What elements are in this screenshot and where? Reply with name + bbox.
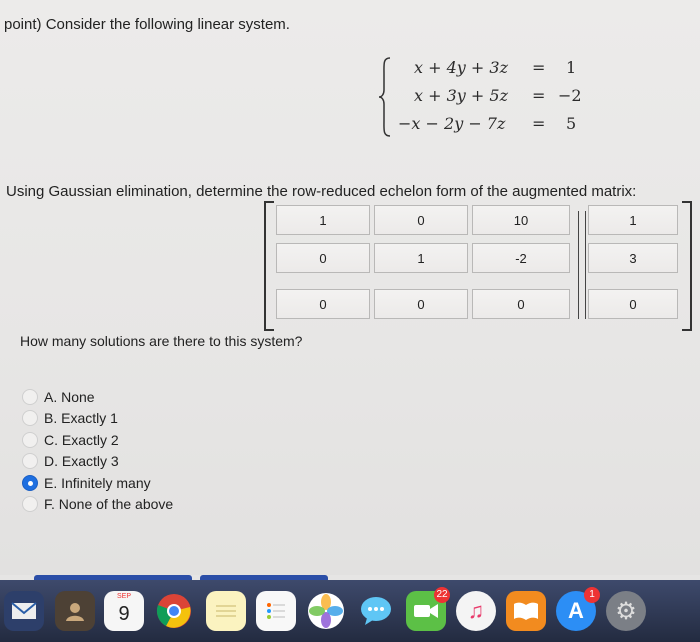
radio-button[interactable] [22, 453, 38, 469]
problem-header: point) Consider the following linear system. [4, 16, 290, 33]
radio-button[interactable] [22, 389, 38, 405]
option-e[interactable] [22, 473, 242, 494]
equation-rhs: −2 [558, 86, 582, 105]
system-preferences-icon[interactable] [606, 591, 646, 631]
calendar-icon[interactable] [104, 591, 144, 631]
appstore-a-icon: A [568, 598, 584, 623]
itunes-icon[interactable] [456, 591, 496, 631]
calendar-month: SEP [116, 593, 131, 600]
option-label: E. Infinitely many [44, 475, 151, 491]
matrix-cell-r3c1[interactable]: 0 [276, 289, 370, 319]
linear-system [378, 56, 608, 140]
matrix-cell-r1c1[interactable]: 1 [276, 205, 370, 235]
left-brace [378, 56, 392, 138]
radio-button[interactable] [22, 432, 38, 448]
matrix-cell-r1c3[interactable]: 10 [472, 205, 570, 235]
option-label: D. Exactly 3 [44, 453, 119, 469]
option-label: A. None [44, 389, 95, 405]
chrome-icon[interactable] [154, 591, 194, 631]
equation-rhs: 1 [566, 58, 577, 77]
radio-button[interactable] [22, 410, 38, 426]
instruction-text: Using Gaussian elimination, determine the row-reduced echelon form of the augmented matrix: [6, 183, 637, 200]
equation-equals: = [532, 86, 546, 105]
notification-badge: 22 [434, 587, 450, 603]
augmented-matrix [264, 201, 694, 329]
option-f[interactable] [22, 494, 242, 515]
augment-separator [578, 211, 586, 319]
matrix-cell-r2c4[interactable]: 3 [588, 243, 678, 273]
matrix-cell-r1c2[interactable]: 0 [374, 205, 468, 235]
calendar-day: 9 [118, 603, 130, 625]
notes-icon[interactable] [206, 591, 246, 631]
option-label: C. Exactly 2 [44, 432, 119, 448]
option-d[interactable] [22, 451, 242, 472]
matrix-cell-r3c3[interactable]: 0 [472, 289, 570, 319]
equation-lhs: x + 4y + 3z [414, 58, 509, 77]
messages-icon[interactable] [356, 591, 396, 631]
equation-equals: = [532, 114, 546, 133]
question-text: How many solutions are there to this system? [20, 333, 303, 349]
matrix-cell-r3c2[interactable]: 0 [374, 289, 468, 319]
notification-badge: 1 [584, 587, 600, 603]
matrix-cell-r2c3[interactable]: -2 [472, 243, 570, 273]
equation-equals: = [532, 58, 546, 77]
gear-icon: ⚙ [615, 597, 637, 625]
matrix-cell-r3c4[interactable]: 0 [588, 289, 678, 319]
facetime-icon[interactable] [406, 591, 446, 631]
radio-button[interactable] [22, 496, 38, 512]
equation-rhs: 5 [566, 114, 577, 133]
option-label: B. Exactly 1 [44, 410, 118, 426]
photos-icon[interactable] [306, 591, 346, 631]
ibooks-icon[interactable] [506, 591, 546, 631]
macos-dock [0, 580, 700, 642]
radio-button-selected[interactable] [22, 475, 38, 491]
option-b[interactable] [22, 408, 242, 429]
matrix-left-bracket [264, 201, 274, 331]
mail-icon[interactable] [4, 591, 44, 631]
matrix-cell-r2c1[interactable]: 0 [276, 243, 370, 273]
music-note-icon: ♫ [467, 598, 485, 623]
option-a[interactable] [22, 387, 242, 408]
appstore-icon[interactable] [556, 591, 596, 631]
equation-lhs: x + 3y + 5z [414, 86, 509, 105]
option-c[interactable] [22, 430, 242, 451]
matrix-cell-r2c2[interactable]: 1 [374, 243, 468, 273]
equation-lhs: −x − 2y − 7z [398, 114, 506, 133]
matrix-right-bracket [682, 201, 692, 331]
reminders-icon[interactable] [256, 591, 296, 631]
option-label: F. None of the above [44, 496, 174, 512]
contacts-icon[interactable] [55, 591, 95, 631]
matrix-cell-r1c4[interactable]: 1 [588, 205, 678, 235]
